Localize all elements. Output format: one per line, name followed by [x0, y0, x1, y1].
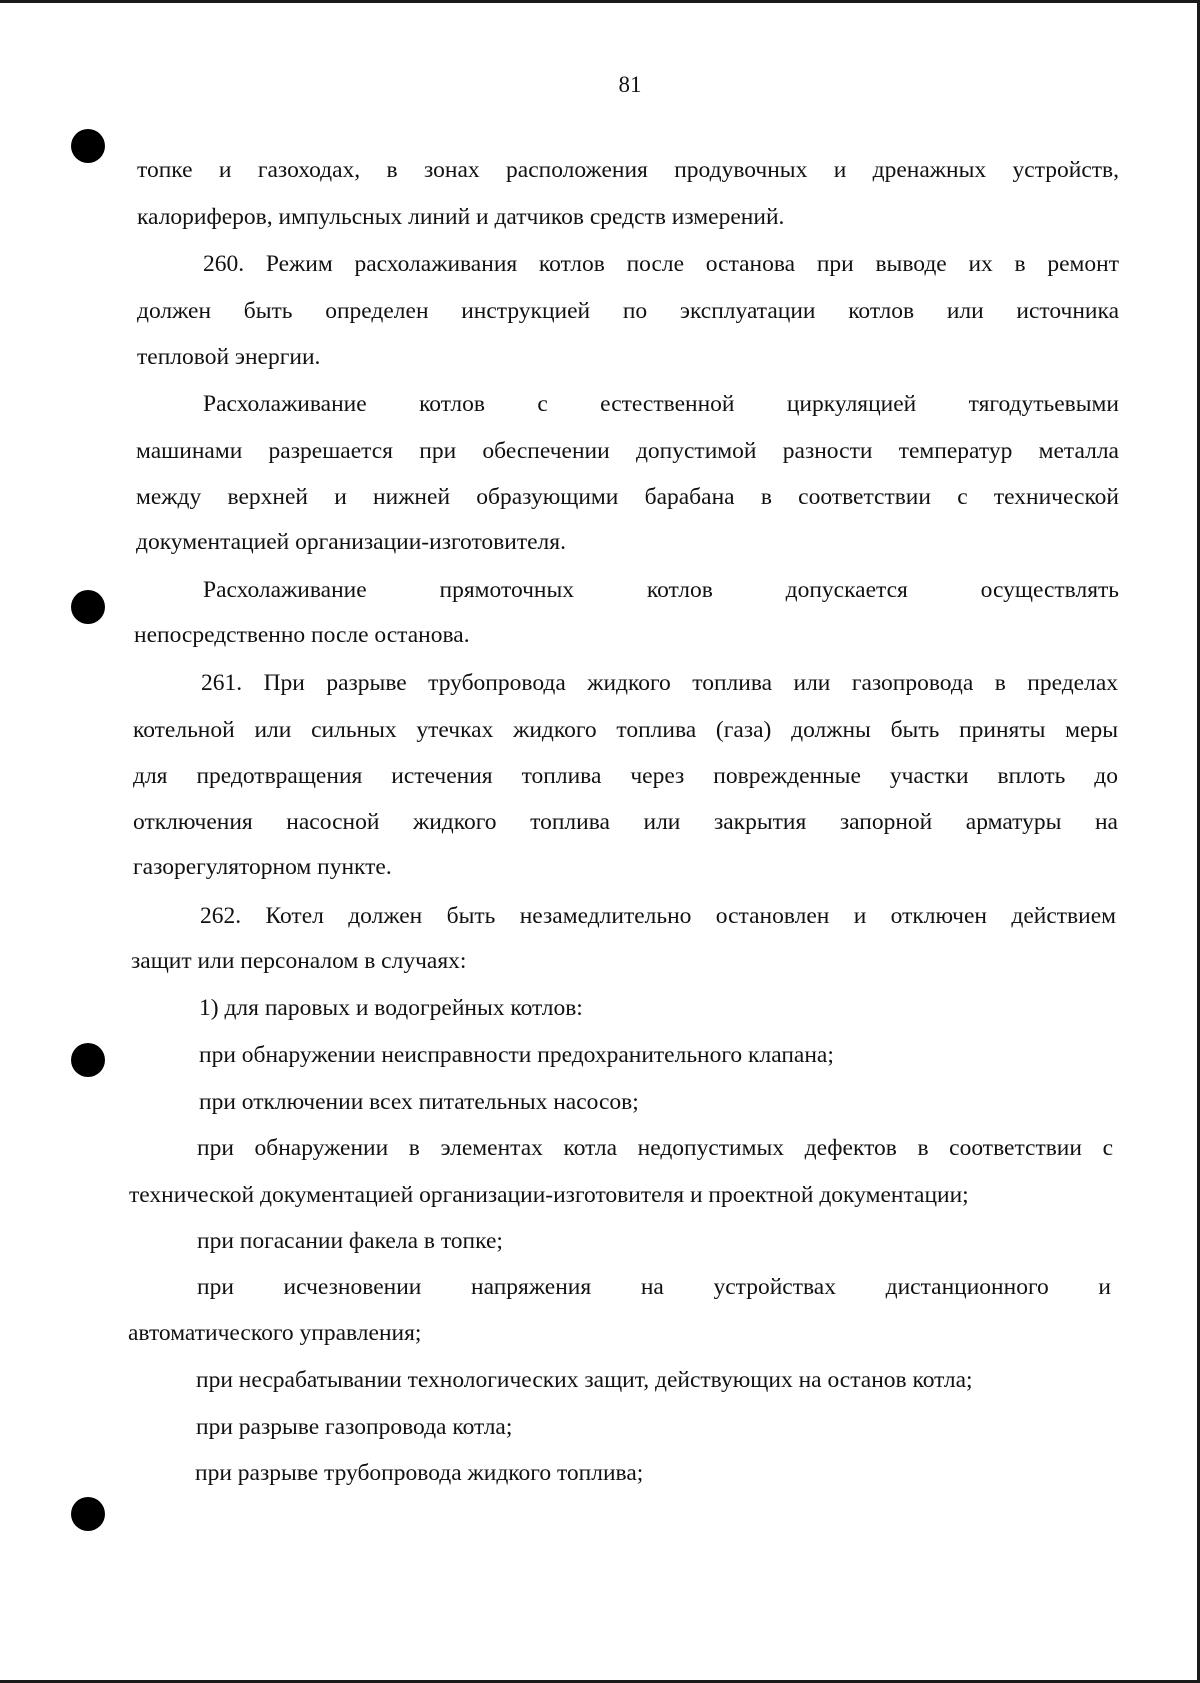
list-item: при обнаружении в элементах котла недопустимых дефектов в соответствии с [197, 1135, 1113, 1161]
list-item: при несрабатывании технологических защит, действующих на останов котла; [196, 1367, 973, 1393]
paragraph-261-line: 261. При разрыве трубопровода жидкого топлива или газопровода в пределах [201, 670, 1118, 696]
text-line: котельной или сильных утечках жидкого топлива (газа) должны быть приняты меры [133, 717, 1118, 743]
text-line: газорегуляторном пункте. [133, 854, 392, 880]
list-item: при разрыве газопровода котла; [196, 1414, 513, 1440]
punch-hole-mark [71, 590, 105, 624]
punch-hole-mark [71, 1043, 105, 1077]
page-number: 81 [618, 72, 642, 97]
text-line: тепловой энергии. [137, 344, 321, 370]
list-item: при отключении всех питательных насосов; [199, 1089, 639, 1115]
paragraph-262-line: 262. Котел должен быть незамедлительно остановлен и отключен действием [200, 903, 1116, 929]
list-item: 1) для паровых и водогрейных котлов: [199, 995, 583, 1021]
paragraph-260-line: 260. Режим расхолаживания котлов после останова при выводе их в ремонт [203, 251, 1119, 277]
text-line: автоматического управления; [128, 1320, 422, 1346]
punch-hole-mark [71, 129, 105, 163]
text-line: для предотвращения истечения топлива через поврежденные участки вплоть до [133, 763, 1118, 789]
text-line: между верхней и нижней образующими барабана в соответствии с технической [136, 484, 1119, 510]
text-line: Расхолаживание котлов с естественной циркуляцией тягодутьевыми [203, 391, 1119, 417]
punch-hole-mark [71, 1497, 105, 1531]
text-line: документацией организации-изготовителя. [136, 529, 566, 555]
list-item: при обнаружении неисправности предохранительного клапана; [199, 1042, 834, 1068]
text-line: должен быть определен инструкцией по эксплуатации котлов или источника [137, 298, 1119, 324]
list-item: при исчезновении напряжения на устройствах дистанционного и [197, 1274, 1111, 1300]
text-line: защит или персоналом в случаях: [131, 948, 467, 974]
text-line: калориферов, импульсных линий и датчиков средств измерений. [137, 204, 785, 230]
text-line: непосредственно после останова. [134, 622, 470, 648]
list-item: при разрыве трубопровода жидкого топлива; [195, 1460, 644, 1486]
page-border-top [0, 0, 1200, 3]
text-line: технической документацией организации-изготовителя и проектной документации; [129, 1182, 969, 1208]
text-line: Расхолаживание прямоточных котлов допускается осуществлять [203, 577, 1119, 603]
list-item: при погасании факела в топке; [197, 1228, 503, 1254]
text-line: отключения насосной жидкого топлива или закрытия запорной арматуры на [133, 809, 1118, 835]
text-line: топке и газоходах, в зонах расположения продувочных и дренажных устройств, [137, 157, 1119, 183]
text-line: машинами разрешается при обеспечении допустимой разности температур металла [136, 438, 1119, 464]
